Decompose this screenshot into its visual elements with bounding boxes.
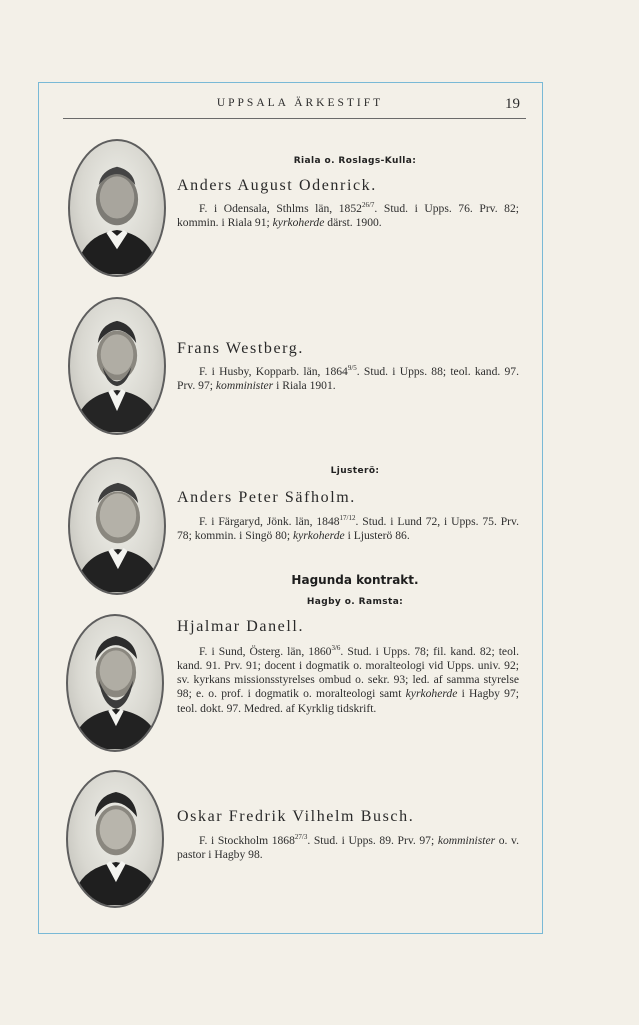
bio-busch: F. i Stockholm $1868^{27/3}$. Stud. i Upps. 89. Prv. 97; komminister o. v. pastor i Hagby 98. <box>177 833 519 862</box>
name-westberg: Frans Westberg. <box>177 340 304 357</box>
bio-danell: F. i Sund, Österg. län, $1860^{3/6}$. Stud. i Upps. 78; fil. kand. 82; teol. kand. 91. Prv. 91; docent i dogmatik o. moralteologi vid Upps. univ. 92; sv. kyrkans missionsstyrelses ombud o. sekr. 93; led. af samma styrelse 98; e. o. prof. i dogmatik o. moralteologi samt kyrkoherde i Hagby 97; teol. dokt. 97. Medred. af Kyrklig tidskrift. <box>177 644 519 715</box>
parish-heading-ljustero: Ljusterö: <box>330 466 380 476</box>
bio-odenrick: F. i Odensala, Sthlms län, $1852^{26/7}$. Stud. i Upps. 76. Prv. 82; kommin. i Riala 91; kyrkoherde därst. 1900. <box>177 201 519 230</box>
portrait-safholm <box>68 457 166 595</box>
bio-westberg: F. i Husby, Kopparb. län, $1864^{9/5}$. Stud. i Upps. 88; teol. kand. 97. Prv. 97; komminister i Riala 1901. <box>177 364 519 393</box>
page-number: 19 <box>505 96 520 112</box>
contract-heading: Hagunda kontrakt. <box>291 573 419 587</box>
name-odenrick: Anders August Odenrick. <box>177 177 377 194</box>
parish-heading-riala: Riala o. Roslags-Kulla: <box>293 156 417 166</box>
parish-heading-hagby: Hagby o. Ramsta: <box>306 597 404 607</box>
portrait-busch <box>66 770 164 908</box>
name-busch: Oskar Fredrik Vilhelm Busch. <box>177 808 415 825</box>
portrait-danell <box>66 614 164 752</box>
header-rule <box>63 118 526 119</box>
portrait-westberg <box>68 297 166 435</box>
running-head: UPPSALA ÄRKESTIFT <box>216 97 384 109</box>
name-danell: Hjalmar Danell. <box>177 618 305 635</box>
name-safholm: Anders Peter Säfholm. <box>177 489 356 506</box>
bio-safholm: F. i Färgaryd, Jönk. län, $1848^{17/12}$. Stud. i Lund 72, i Upps. 75. Prv. 78; kommin. i Singö 80; kyrkoherde i Ljusterö 86. <box>177 514 519 543</box>
portrait-odenrick <box>68 139 166 277</box>
